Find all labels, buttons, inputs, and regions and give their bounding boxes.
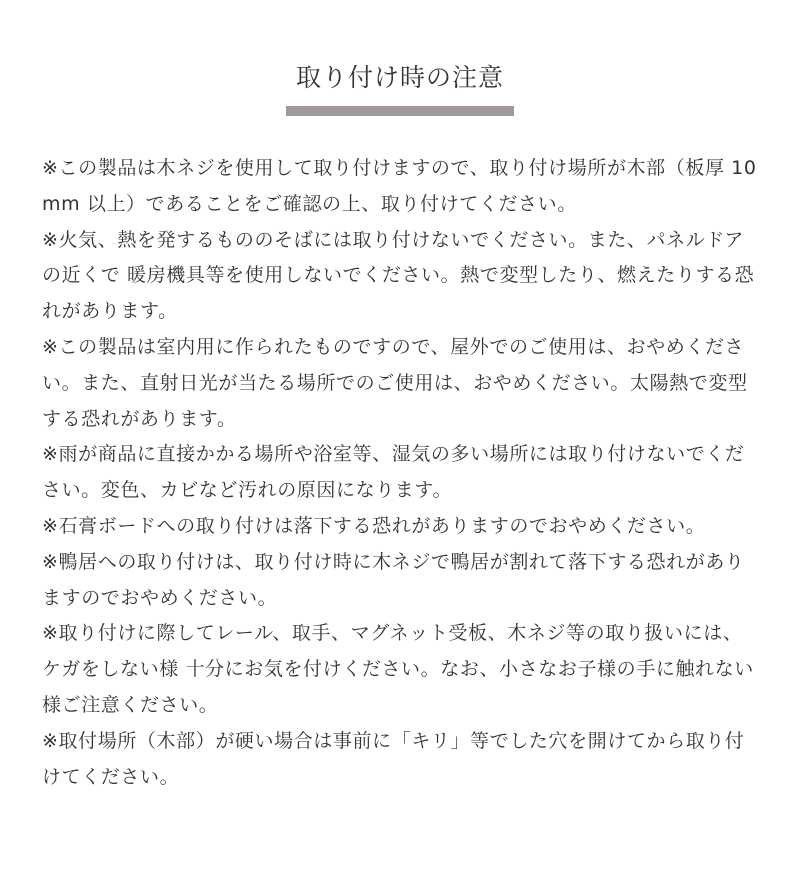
- caution-note-plasterboard: ※石膏ボードへの取り付けは落下する恐れがありますのでおやめください。: [42, 514, 706, 537]
- caution-note-indoor-use: ※この製品は室内用に作られたものですので、屋外でのご使用は、おやめください。また、直射日光が当たる場所でのご使用は、おやめください。太陽熱で変型する恐れがあります。: [42, 335, 748, 430]
- caution-note-wood-screw: ※この製品は木ネジを使用して取り付けますので、取り付け場所が木部（板厚 10mm 以上）であることをご確認の上、取り付けてください。: [42, 157, 757, 215]
- caution-note-hard-wood: ※取付場所（木部）が硬い場合は事前に「キリ」等でした穴を開けてから取り付けてください。: [42, 729, 745, 788]
- caution-note-heat: ※火気、熱を発するもののそばには取り付けないでください。また、パネルドアの近くで 暖房機具等を使用しないでください。熱で変型したり、燃えたりする恐れがあります。: [42, 228, 755, 323]
- title-underline: [286, 106, 514, 116]
- caution-note-moisture: ※雨が商品に直接かかる場所や浴室等、湿気の多い場所には取り付けないでください。変色、カビなど汚れの原因になります。: [42, 443, 745, 502]
- page-title: 取り付け時の注意: [295, 63, 504, 92]
- caution-notes: [42, 151, 758, 795]
- caution-note-handling: ※取り付けに際してレール、取手、マグネット受板、木ネジ等の取り扱いには、ケガをしない様 十分にお気を付けください。なお、小さなお子様の手に触れない様ご注意ください。: [42, 622, 754, 716]
- caution-note-lintel: ※鴨居への取り付けは、取り付け時に木ネジで鴨居が割れて落下する恐れがありますのでおやめください。: [42, 550, 745, 609]
- section-header: [0, 58, 800, 116]
